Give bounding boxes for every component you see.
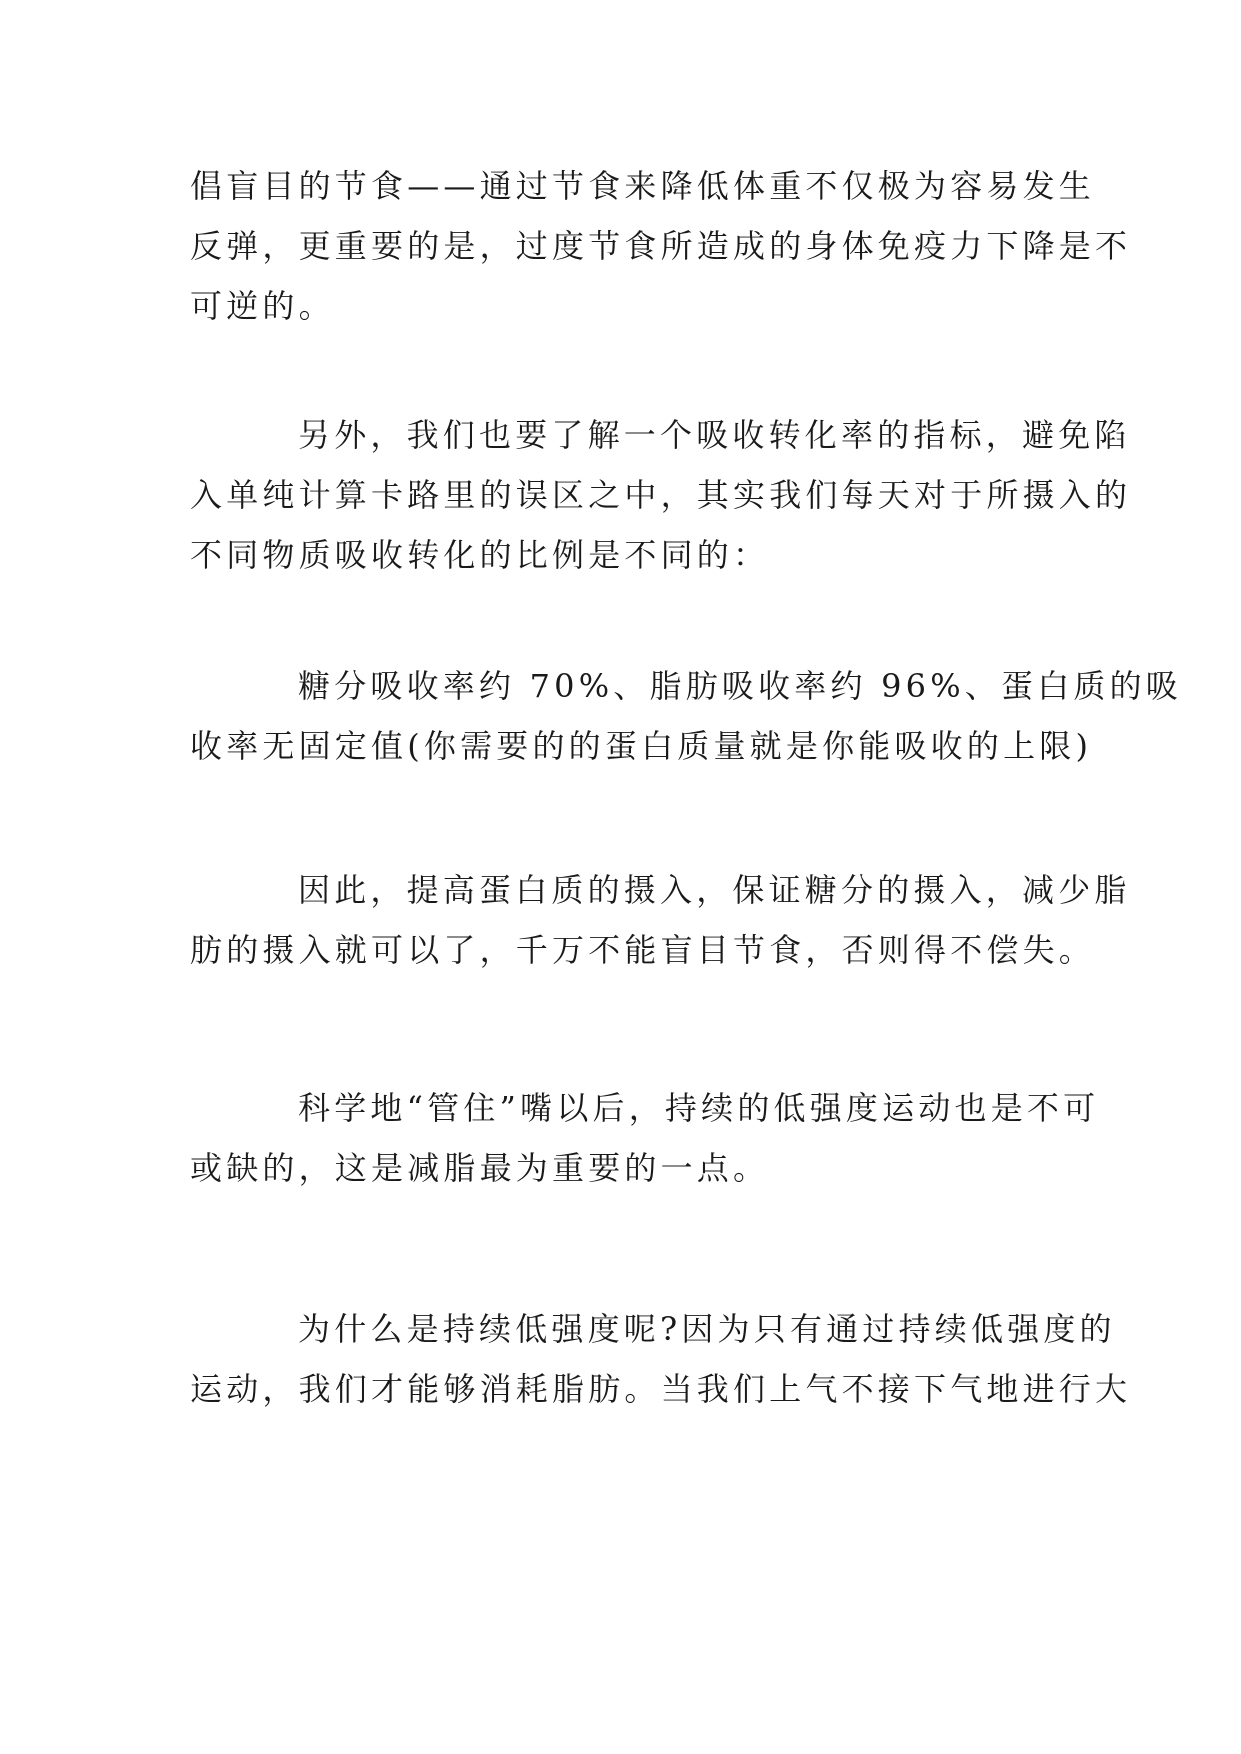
text-line: 运动，我们才能够消耗脂肪。当我们上气不接下气地进行大 <box>190 1370 1132 1408</box>
text-line: 糖分吸收率约 70%、脂肪吸收率约 96%、蛋白质的吸 <box>298 667 1182 705</box>
paragraph-absorption-rate-intro <box>190 405 1132 585</box>
text-line: 肪的摄入就可以了，千万不能盲目节食，否则得不偿失。 <box>190 931 1096 969</box>
text-line: 或缺的，这是减脂最为重要的一点。 <box>190 1149 770 1187</box>
text-line: 科学地“管住”嘴以后，持续的低强度运动也是不可 <box>298 1089 1100 1127</box>
text-line: 反弹，更重要的是，过度节食所造成的身体免疫力下降是不 <box>190 227 1132 265</box>
paragraph-exercise-importance <box>190 1078 1100 1198</box>
text-line: 收率无固定值(你需要的的蛋白质量就是你能吸收的上限) <box>190 727 1093 765</box>
paragraph-protein-advice <box>190 860 1131 980</box>
text-line: 为什么是持续低强度呢?因为只有通过持续低强度的 <box>298 1310 1116 1348</box>
paragraph-absorption-rates <box>190 656 1182 776</box>
paragraph-low-intensity-reason <box>190 1299 1132 1419</box>
text-line: 另外，我们也要了解一个吸收转化率的指标，避免陷 <box>298 416 1131 454</box>
text-line: 入单纯计算卡路里的误区之中，其实我们每天对于所摄入的 <box>190 476 1132 514</box>
text-line: 不同物质吸收转化的比例是不同的： <box>190 536 770 574</box>
text-line: 倡盲目的节食——通过节食来降低体重不仅极为容易发生 <box>190 167 1096 205</box>
paragraph-diet-warning <box>190 156 1132 336</box>
text-line: 可逆的。 <box>190 287 335 325</box>
text-line: 因此，提高蛋白质的摄入，保证糖分的摄入，减少脂 <box>298 871 1131 909</box>
